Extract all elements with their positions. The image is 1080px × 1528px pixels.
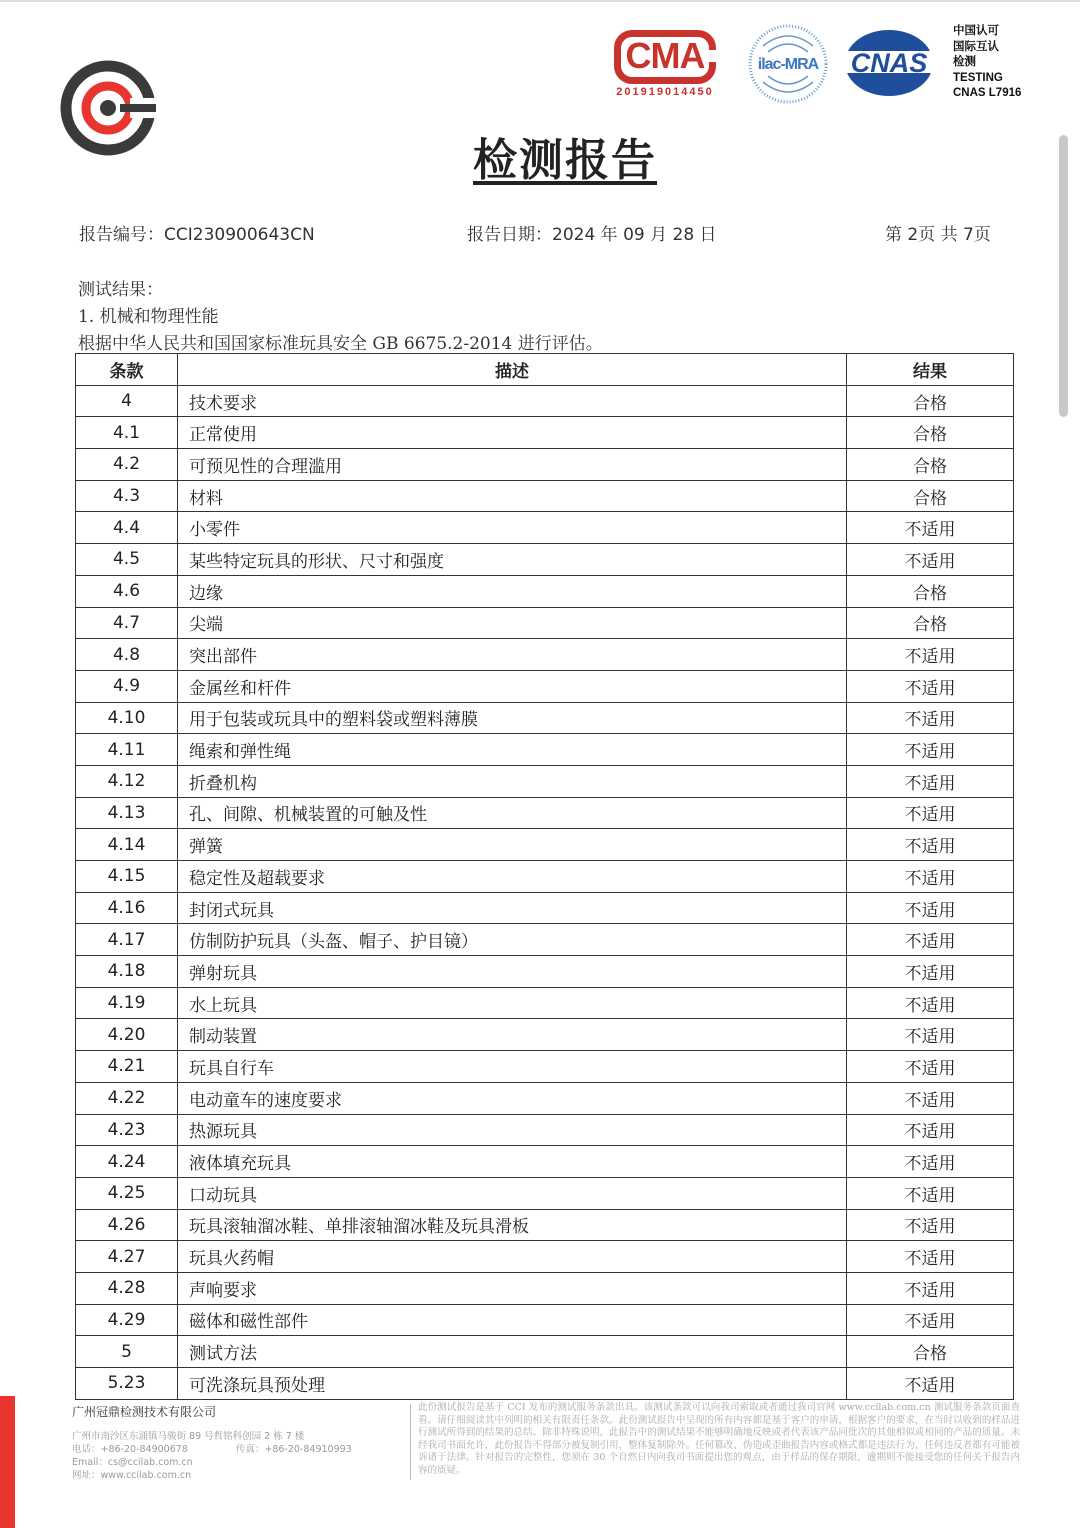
clause-cell: 4.14 [76, 829, 178, 861]
description-cell: 技术要求 [178, 385, 847, 417]
cnas-label: CNAS [850, 48, 928, 78]
table-row [76, 1272, 1014, 1304]
description-cell: 弹簧 [178, 829, 847, 861]
footer-email: Email：cs@ccilab.com.cn [72, 1457, 193, 1468]
description-cell: 电动童车的速度要求 [178, 1082, 847, 1114]
table-row [76, 797, 1014, 829]
table-row [76, 956, 1014, 988]
table-row [76, 449, 1014, 481]
table-row [76, 417, 1014, 449]
ilac-mra-logo-icon [748, 24, 828, 104]
header-description: 描述 [178, 354, 847, 386]
clause-cell: 4.27 [76, 1241, 178, 1273]
table-row [76, 861, 1014, 893]
result-cell: 合格 [847, 417, 1014, 449]
page-number: 第 2页 共 7页 [885, 225, 991, 245]
red-accent-bar [0, 1396, 15, 1528]
clause-cell: 4.2 [76, 449, 178, 481]
footer-website: 网址：www.ccilab.com.cn [72, 1470, 192, 1481]
result-cell: 不适用 [847, 924, 1014, 956]
result-cell: 不适用 [847, 987, 1014, 1019]
clause-cell: 4.11 [76, 734, 178, 766]
result-cell: 合格 [847, 575, 1014, 607]
description-cell: 正常使用 [178, 417, 847, 449]
clause-cell: 4.23 [76, 1114, 178, 1146]
description-cell: 尖端 [178, 607, 847, 639]
description-cell: 制动装置 [178, 1019, 847, 1051]
cnas-logo-icon [843, 28, 935, 98]
clause-cell: 4.7 [76, 607, 178, 639]
description-cell: 材料 [178, 480, 847, 512]
result-cell: 不适用 [847, 1146, 1014, 1178]
result-cell: 不适用 [847, 829, 1014, 861]
clause-cell: 4.25 [76, 1177, 178, 1209]
results-label: 测试结果： [78, 280, 163, 300]
table-row [76, 385, 1014, 417]
description-cell: 仿制防护玩具（头盔、帽子、护目镜） [178, 924, 847, 956]
cnas-line: TESTING [953, 71, 1003, 84]
result-cell: 不适用 [847, 639, 1014, 671]
description-cell: 可洗涤玩具预处理 [178, 1368, 847, 1400]
result-cell: 合格 [847, 449, 1014, 481]
ilac-label: ilac-MRA [757, 56, 819, 73]
table-row [76, 575, 1014, 607]
top-border [0, 0, 1080, 2]
description-cell: 可预见性的合理滥用 [178, 449, 847, 481]
table-row [76, 639, 1014, 671]
clause-cell: 4.18 [76, 956, 178, 988]
description-cell: 玩具火药帽 [178, 1241, 847, 1273]
description-cell: 口动玩具 [178, 1177, 847, 1209]
result-cell: 不适用 [847, 1051, 1014, 1083]
description-cell: 折叠机构 [178, 765, 847, 797]
description-cell: 某些特定玩具的形状、尺寸和强度 [178, 544, 847, 576]
table-row [76, 1177, 1014, 1209]
result-cell: 合格 [847, 1336, 1014, 1368]
result-cell: 不适用 [847, 861, 1014, 893]
result-cell: 不适用 [847, 512, 1014, 544]
cnas-line: 中国认可 [953, 25, 999, 37]
description-cell: 孔、间隙、机械装置的可触及性 [178, 797, 847, 829]
footer-company: 广州冠鼎检测技术有限公司 [72, 1405, 217, 1419]
section-heading: 1. 机械和物理性能 [78, 307, 219, 327]
description-cell: 小零件 [178, 512, 847, 544]
result-cell: 合格 [847, 480, 1014, 512]
footer-fax: 传真：+86-20-84910993 [235, 1444, 352, 1455]
result-cell: 不适用 [847, 702, 1014, 734]
result-cell: 不适用 [847, 734, 1014, 766]
table-row [76, 1368, 1014, 1400]
clause-cell: 4.13 [76, 797, 178, 829]
table-row [76, 702, 1014, 734]
table-row [76, 1336, 1014, 1368]
description-cell: 水上玩具 [178, 987, 847, 1019]
result-cell: 不适用 [847, 892, 1014, 924]
footer-disclaimer: 此份测试报告是基于 CCI 发布的测试服务条款出具。该测试条款可以向我司索取或者通过我司官网 www.ccilab.com.cn 测试服务条款页面查看。请仔细阅读其中列明的相关有限责任条款。此份测试报告中呈现的所有内容都是基于客户的申请，根据客户的要求，在当时以收到的样品进行测试所得到的结果的总结。除非特殊说明，此报告中的测试结果不能够明确地反映或者代表该产品同批次的其他相似或相同的产品的质量。未经我司书面允许，此份报告不得部分被复制引用，整体复制除外。任何篡改、伪造或歪曲报告内容或格式都是违法行为，任何违反者都有可能被诉诸于法律。针对报告的完整性，您须在 30 个自然日内向我司书面提出您的观点，由于样品的保存期限，逾期则不能接受您的任何关于报告内容的质疑。 [418, 1402, 1020, 1476]
description-cell: 玩具自行车 [178, 1051, 847, 1083]
clause-cell: 5.23 [76, 1368, 178, 1400]
description-cell: 玩具滚轴溜冰鞋、单排滚轴溜冰鞋及玩具滑板 [178, 1209, 847, 1241]
table-row [76, 1241, 1014, 1273]
evaluation-basis: 根据中华人民共和国国家标准玩具安全 GB 6675.2-2014 进行评估。 [78, 334, 603, 354]
table-row [76, 1051, 1014, 1083]
table-row [76, 480, 1014, 512]
result-cell: 不适用 [847, 1019, 1014, 1051]
footer-tel: 电话：+86-20-84900678 [72, 1444, 188, 1455]
clause-cell: 4.29 [76, 1304, 178, 1336]
clause-cell: 4.15 [76, 861, 178, 893]
results-table [75, 353, 1014, 1400]
clause-cell: 4.10 [76, 702, 178, 734]
table-row [76, 1019, 1014, 1051]
table-row [76, 607, 1014, 639]
clause-cell: 4.9 [76, 670, 178, 702]
clause-cell: 4.12 [76, 765, 178, 797]
clause-cell: 4.19 [76, 987, 178, 1019]
cnas-line: CNAS L7916 [953, 87, 1022, 99]
footer-divider [410, 1404, 411, 1480]
result-cell: 不适用 [847, 1082, 1014, 1114]
result-cell: 不适用 [847, 1368, 1014, 1400]
header-clause: 条款 [76, 354, 178, 386]
description-cell: 稳定性及超载要求 [178, 861, 847, 893]
table-row [76, 1114, 1014, 1146]
clause-cell: 4.17 [76, 924, 178, 956]
table-row [76, 734, 1014, 766]
description-cell: 测试方法 [178, 1336, 847, 1368]
clause-cell: 4.5 [76, 544, 178, 576]
clause-cell: 4.20 [76, 1019, 178, 1051]
result-cell: 不适用 [847, 1272, 1014, 1304]
description-cell: 用于包装或玩具中的塑料袋或塑料薄膜 [178, 702, 847, 734]
result-cell: 不适用 [847, 1177, 1014, 1209]
clause-cell: 4.1 [76, 417, 178, 449]
clause-cell: 4.24 [76, 1146, 178, 1178]
clause-cell: 4.6 [76, 575, 178, 607]
report-number: 报告编号：CCI230900643CN [79, 225, 315, 245]
table-row [76, 1304, 1014, 1336]
footer-address: 广州市南沙区东涌镇马骏街 89 号哲铭科创园 2 栋 7 楼 [72, 1431, 305, 1442]
clause-cell: 5 [76, 1336, 178, 1368]
clause-cell: 4.26 [76, 1209, 178, 1241]
result-cell: 不适用 [847, 765, 1014, 797]
result-cell: 不适用 [847, 797, 1014, 829]
table-row [76, 1209, 1014, 1241]
cma-number: 201919014450 [616, 86, 714, 98]
result-cell: 不适用 [847, 1304, 1014, 1336]
result-cell: 不适用 [847, 544, 1014, 576]
result-cell: 不适用 [847, 956, 1014, 988]
table-row [76, 512, 1014, 544]
description-cell: 突出部件 [178, 639, 847, 671]
scrollbar[interactable] [1059, 135, 1068, 417]
table-row [76, 670, 1014, 702]
table-row [76, 1082, 1014, 1114]
clause-cell: 4.22 [76, 1082, 178, 1114]
result-cell: 不适用 [847, 1209, 1014, 1241]
description-cell: 液体填充玩具 [178, 1146, 847, 1178]
table-row [76, 924, 1014, 956]
header-result: 结果 [847, 354, 1014, 386]
cnas-accreditation-text [953, 24, 1021, 102]
clause-cell: 4.4 [76, 512, 178, 544]
table-header-row [76, 354, 1014, 386]
result-cell: 不适用 [847, 670, 1014, 702]
clause-cell: 4.28 [76, 1272, 178, 1304]
result-cell: 合格 [847, 385, 1014, 417]
table-row [76, 765, 1014, 797]
table-row [76, 1146, 1014, 1178]
table-row [76, 829, 1014, 861]
cnas-line: 检测 [953, 56, 976, 68]
description-cell: 绳索和弹性绳 [178, 734, 847, 766]
footer-contact [72, 1430, 352, 1482]
cma-logo-label: CMA [625, 35, 705, 76]
page-title: 检测报告 [473, 135, 657, 186]
clause-cell: 4.16 [76, 892, 178, 924]
clause-cell: 4.8 [76, 639, 178, 671]
description-cell: 声响要求 [178, 1272, 847, 1304]
result-cell: 不适用 [847, 1114, 1014, 1146]
result-cell: 不适用 [847, 1241, 1014, 1273]
description-cell: 弹射玩具 [178, 956, 847, 988]
report-date: 报告日期：2024 年 09 月 28 日 [467, 225, 717, 245]
clause-cell: 4.21 [76, 1051, 178, 1083]
description-cell: 封闭式玩具 [178, 892, 847, 924]
table-row [76, 544, 1014, 576]
description-cell: 磁体和磁性部件 [178, 1304, 847, 1336]
description-cell: 热源玩具 [178, 1114, 847, 1146]
description-cell: 边缘 [178, 575, 847, 607]
clause-cell: 4.3 [76, 480, 178, 512]
cnas-line: 国际互认 [953, 40, 999, 53]
table-row [76, 892, 1014, 924]
table-row [76, 987, 1014, 1019]
clause-cell: 4 [76, 385, 178, 417]
result-cell: 合格 [847, 607, 1014, 639]
description-cell: 金属丝和杆件 [178, 670, 847, 702]
